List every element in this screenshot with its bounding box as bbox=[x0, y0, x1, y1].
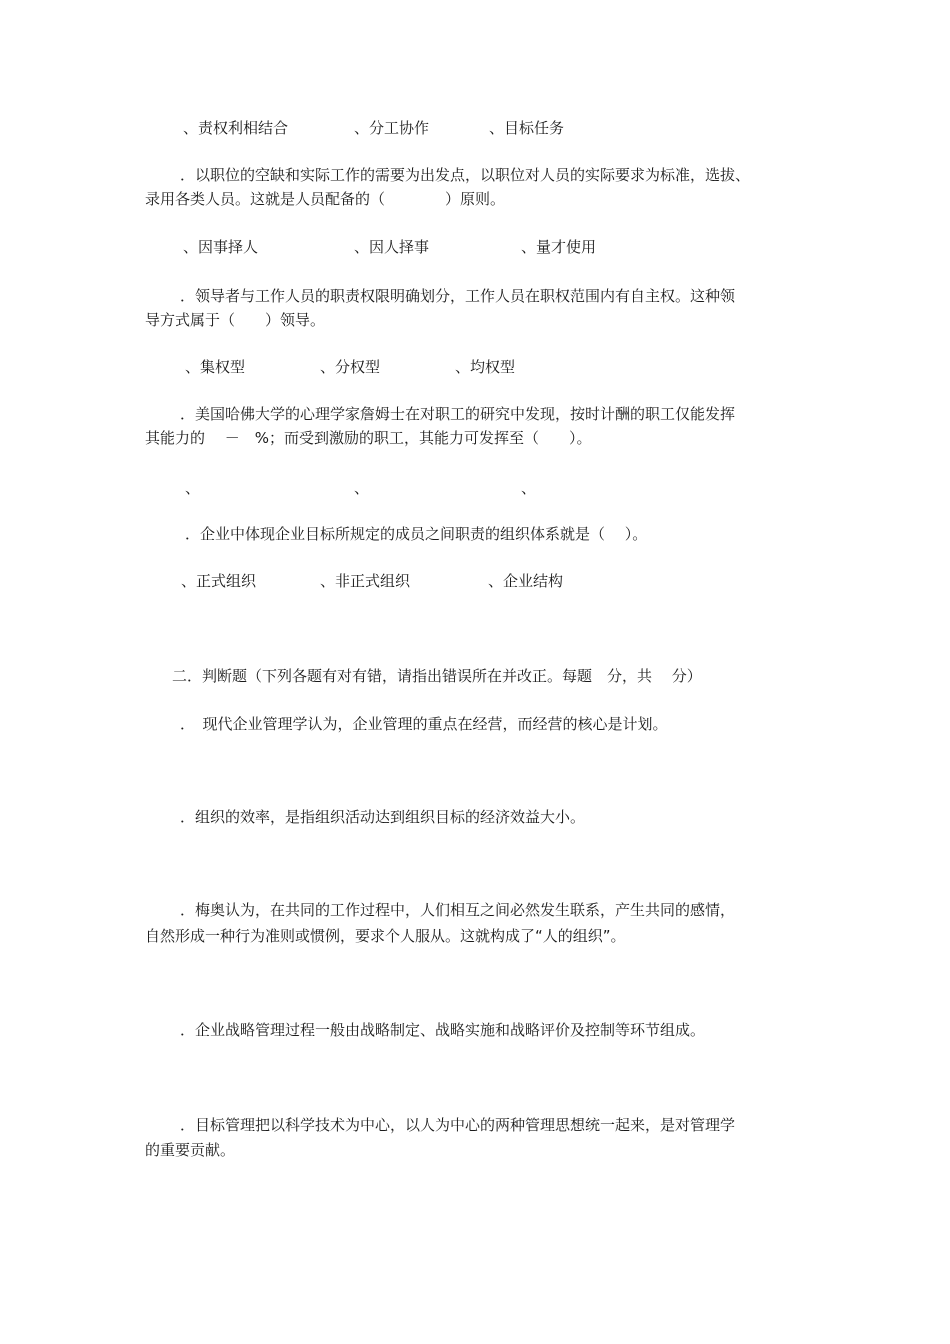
option-c: 、目标任务 bbox=[489, 119, 565, 137]
question-text: ．企业中体现企业目标所规定的成员之间职责的组织体系就是（ ）。 bbox=[185, 525, 648, 543]
option-b: 、分权型 bbox=[320, 358, 381, 376]
option-a: 、责权利相结合 bbox=[183, 119, 289, 137]
option-c: 、企业结构 bbox=[488, 572, 564, 590]
option-a: 、集权型 bbox=[185, 358, 246, 376]
option-a: 、因事择人 bbox=[183, 238, 259, 256]
judgement-item: ．梅奥认为，在共同的工作过程中，人们相互之间必然发生联系，产生共同的感情， bbox=[180, 901, 736, 919]
option-c: 、量才使用 bbox=[521, 238, 597, 256]
question-text: 导方式属于（ ）领导。 bbox=[145, 311, 326, 329]
question-text: 其能力的 － %；而受到激励的职工，其能力可发挥至（ ）。 bbox=[145, 429, 592, 447]
option-b: 、非正式组织 bbox=[320, 572, 411, 590]
question-text: ．美国哈佛大学的心理学家詹姆士在对职工的研究中发现，按时计酬的职工仅能发挥 bbox=[180, 405, 736, 423]
option-a: 、 bbox=[185, 479, 201, 497]
option-c: 、均权型 bbox=[455, 358, 516, 376]
question-text: ．领导者与工作人员的职责权限明确划分，工作人员在职权范围内有自主权。这种领 bbox=[180, 287, 736, 305]
judgement-item: 的重要贡献。 bbox=[145, 1141, 236, 1159]
judgement-item: 自然形成一种行为准则或惯例，要求个人服从。这就构成了“人的组织”。 bbox=[145, 927, 626, 945]
option-b: 、分工协作 bbox=[354, 119, 430, 137]
option-a: 、正式组织 bbox=[181, 572, 257, 590]
option-c: 、 bbox=[521, 479, 537, 497]
option-b: 、 bbox=[354, 479, 370, 497]
option-b: 、因人择事 bbox=[354, 238, 430, 256]
judgement-item: ． 现代企业管理学认为，企业管理的重点在经营，而经营的核心是计划。 bbox=[180, 715, 668, 733]
judgement-item: ．企业战略管理过程一般由战略制定、战略实施和战略评价及控制等环节组成。 bbox=[180, 1021, 706, 1039]
judgement-item: ．组织的效率，是指组织活动达到组织目标的经济效益大小。 bbox=[180, 808, 586, 826]
judgement-item: ．目标管理把以科学技术为中心，以人为中心的两种管理思想统一起来，是对管理学 bbox=[180, 1116, 736, 1134]
section-heading: 二．判断题（下列各题有对有错，请指出错误所在并改正。每题 分，共 分） bbox=[172, 667, 702, 685]
question-text: 录用各类人员。这就是人员配备的（ ）原则。 bbox=[145, 190, 506, 208]
question-text: ．以职位的空缺和实际工作的需要为出发点，以职位对人员的实际要求为标准，选拔、 bbox=[180, 166, 751, 184]
